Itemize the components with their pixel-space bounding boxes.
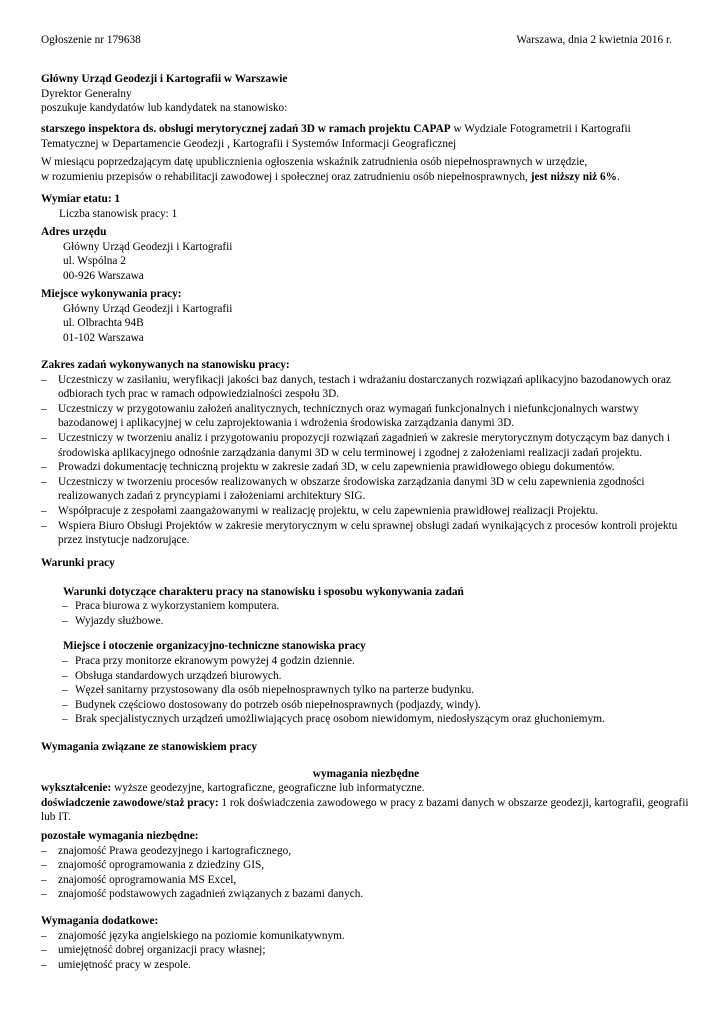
education-value: wyższe geodezyjne, kartograficzne, geograficzne lub informatyczne. xyxy=(111,782,425,795)
place-and-date: Warszawa, dnia 2 kwietnia 2016 r. xyxy=(516,34,672,46)
tasks-section xyxy=(41,358,686,548)
employment-block xyxy=(41,192,691,221)
workplace-block xyxy=(41,287,691,345)
position-department: w Wydziale Fotogrametrii i Kartografii Tematycznej w Departamencie Geodezji , Kartografii i Systemów Informacji Geograficznej xyxy=(41,123,631,150)
requirements-heading: Wymagania związane ze stanowiskiem pracy xyxy=(41,741,258,753)
office-address-name: Główny Urząd Geodezji i Kartografii xyxy=(63,240,233,253)
other-requirements-list xyxy=(41,844,691,902)
requirements-section xyxy=(41,740,691,825)
quota-line-1: W miesiącu poprzedzającym datę upublicznienia ogłoszenia wskaźnik zatrudnienia osób niepełnosprawnych w urzędzie, xyxy=(41,156,588,168)
conditions-sub2-list xyxy=(41,654,691,727)
conditions-sub1-heading: Warunki dotyczące charakteru pracy na stanowisku i sposobu wykonywania zadań xyxy=(63,585,464,598)
conditions-sub1-list xyxy=(41,599,691,628)
other-requirements-section xyxy=(41,829,691,902)
additional-requirements-list xyxy=(41,929,691,973)
office-address-block xyxy=(41,225,691,283)
position-title: starszego inspektora ds. obsługi merytorycznej zadań 3D w ramach projektu CAPAP xyxy=(41,123,451,135)
list-item: – umiejętność dobrej organizacji pracy własnej; xyxy=(41,943,691,958)
list-item: – Wspiera Biuro Obsługi Projektów w zakresie merytorycznym w celu sprawnej obsługi zadań wynikających z procesów kontroli projektu przez instytucje nadzorujące. xyxy=(41,519,686,548)
positions-count: Liczba stanowisk pracy: 1 xyxy=(59,207,178,220)
employment-label: Wymiar etatu: 1 xyxy=(41,193,121,205)
conditions-sub2-heading: Miejsce i otoczenie organizacyjno-techniczne stanowiska pracy xyxy=(63,640,366,653)
list-item: – Uczestniczy w tworzeniu procesów realizowanych w obszarze środowiska zarządzania danymi 3D w celu zapewnienia zgodności realizowanych zadań z pryncypiami i założeniami architektury SIG. xyxy=(41,475,686,504)
conditions-section xyxy=(41,556,691,727)
office-address-street: ul. Wspólna 2 xyxy=(63,255,126,268)
experience-label: doświadczenie zawodowe/staż pracy: xyxy=(41,796,219,809)
list-item: – Praca biurowa z wykorzystaniem komputera. xyxy=(41,599,691,614)
office-address-label: Adres urzędu xyxy=(41,226,107,238)
announcement-number: Ogłoszenie nr 179638 xyxy=(41,34,141,46)
workplace-city: 01-102 Warszawa xyxy=(63,331,144,344)
quota-text: w rozumieniu przepisów o rehabilitacji zawodowej i społecznej oraz zatrudnieniu osób niepełnosprawnych, xyxy=(41,170,531,183)
list-item: – Prowadzi dokumentację techniczną projektu w zakresie zadań 3D, w celu zapewnienia prawidłowego obiegu dokumentów. xyxy=(41,460,686,475)
list-item: – znajomość Prawa geodezyjnego i kartograficznego, xyxy=(41,844,691,859)
quota-end: . xyxy=(616,170,620,183)
list-item: – znajomość podstawowych zagadnień związanych z bazami danych. xyxy=(41,887,691,902)
additional-requirements-section xyxy=(41,914,691,972)
workplace-name: Główny Urząd Geodezji i Kartografii xyxy=(63,302,233,315)
tasks-list xyxy=(41,373,686,548)
list-item: – znajomość oprogramowania z dziedziny GIS, xyxy=(41,858,691,873)
education-label: wykształcenie: xyxy=(41,782,112,795)
workplace-street: ul. Olbrachta 94B xyxy=(63,317,144,330)
other-requirements-heading: pozostałe wymagania niezbędne: xyxy=(41,830,199,842)
essential-heading: wymagania niezbędne xyxy=(312,767,420,780)
list-item: – Uczestniczy w przygotowaniu założeń analitycznych, technicznych oraz wymagań funkcjonalnych i niefunkcjonalnych warstwy bazodanowej i aplikacyjnej w celu zaprojektowania i wdrożenia środowiska zarządzania danymi 3D. xyxy=(41,402,686,431)
office-address-city: 00-926 Warszawa xyxy=(63,269,144,282)
intro-block xyxy=(41,72,681,116)
list-item: – Praca przy monitorze ekranowym powyżej 4 godzin dziennie. xyxy=(41,654,691,669)
conditions-heading: Warunki pracy xyxy=(41,557,115,569)
quota-line-2 xyxy=(41,170,691,185)
list-item: – Wyjazdy służbowe. xyxy=(41,614,691,629)
director-line: Dyrektor Generalny xyxy=(41,87,132,100)
list-item: – Uczestniczy w zasilaniu, weryfikacji jakości baz danych, testach i wdrażaniu dostarczanych rozwiązań aplikacyjno bazodanowych oraz odbiorach tych prac w ramach odpowiedzialności zespołu 3D. xyxy=(41,373,686,402)
list-item: – znajomość języka angielskiego na poziomie komunikatywnym. xyxy=(41,929,691,944)
office-name: Główny Urząd Geodezji i Kartografii w Warszawie xyxy=(41,73,288,85)
list-item: – Brak specjalistycznych urządzeń umożliwiających pracę osobom niewidomym, niedosłyszącym oraz głuchoniemym. xyxy=(41,712,691,727)
additional-requirements-heading: Wymagania dodatkowe: xyxy=(41,915,159,927)
position-description xyxy=(41,122,686,151)
list-item: – Współpracuje z zespołami zaangażowanymi w realizację projektu, w celu zapewnienia prawidłowej realizacji Projektu. xyxy=(41,504,686,519)
workplace-label: Miejsce wykonywania pracy: xyxy=(41,288,182,300)
seeks-line: poszukuje kandydatów lub kandydatek na stanowisko: xyxy=(41,102,288,115)
list-item: – Obsługa standardowych urządzeń biurowych. xyxy=(41,669,691,684)
list-item: – znajomość oprogramowania MS Excel, xyxy=(41,873,691,888)
education-line xyxy=(41,781,691,796)
tasks-heading: Zakres zadań wykonywanych na stanowisku pracy: xyxy=(41,359,290,371)
list-item: – umiejętność pracy w zespole. xyxy=(41,958,691,973)
list-item: – Budynek częściowo dostosowany do potrzeb osób niepełnosprawnych (podjazdy, windy). xyxy=(41,698,691,713)
list-item: – Węzeł sanitarny przystosowany dla osób niepełnosprawnych tylko na parterze budynku. xyxy=(41,683,691,698)
experience-value: 1 rok doświadczenia zawodowego w pracy z bazami danych w obszarze geodezji, kartografii, geografii lub IT. xyxy=(41,796,689,824)
experience-line xyxy=(41,796,691,825)
list-item: – Uczestniczy w tworzeniu analiz i przygotowaniu propozycji rozwiązań zagadnień w zakresie merytorycznym dotyczącym baz danych i środowiska aplikacyjnego odnośnie zarządzania danymi 3D w celu terminowej i zgodnej z założeniami realizacji zadań projektu. xyxy=(41,431,686,460)
employment-quota-note xyxy=(41,155,691,184)
quota-highlight: jest niższy niż 6% xyxy=(530,170,617,183)
